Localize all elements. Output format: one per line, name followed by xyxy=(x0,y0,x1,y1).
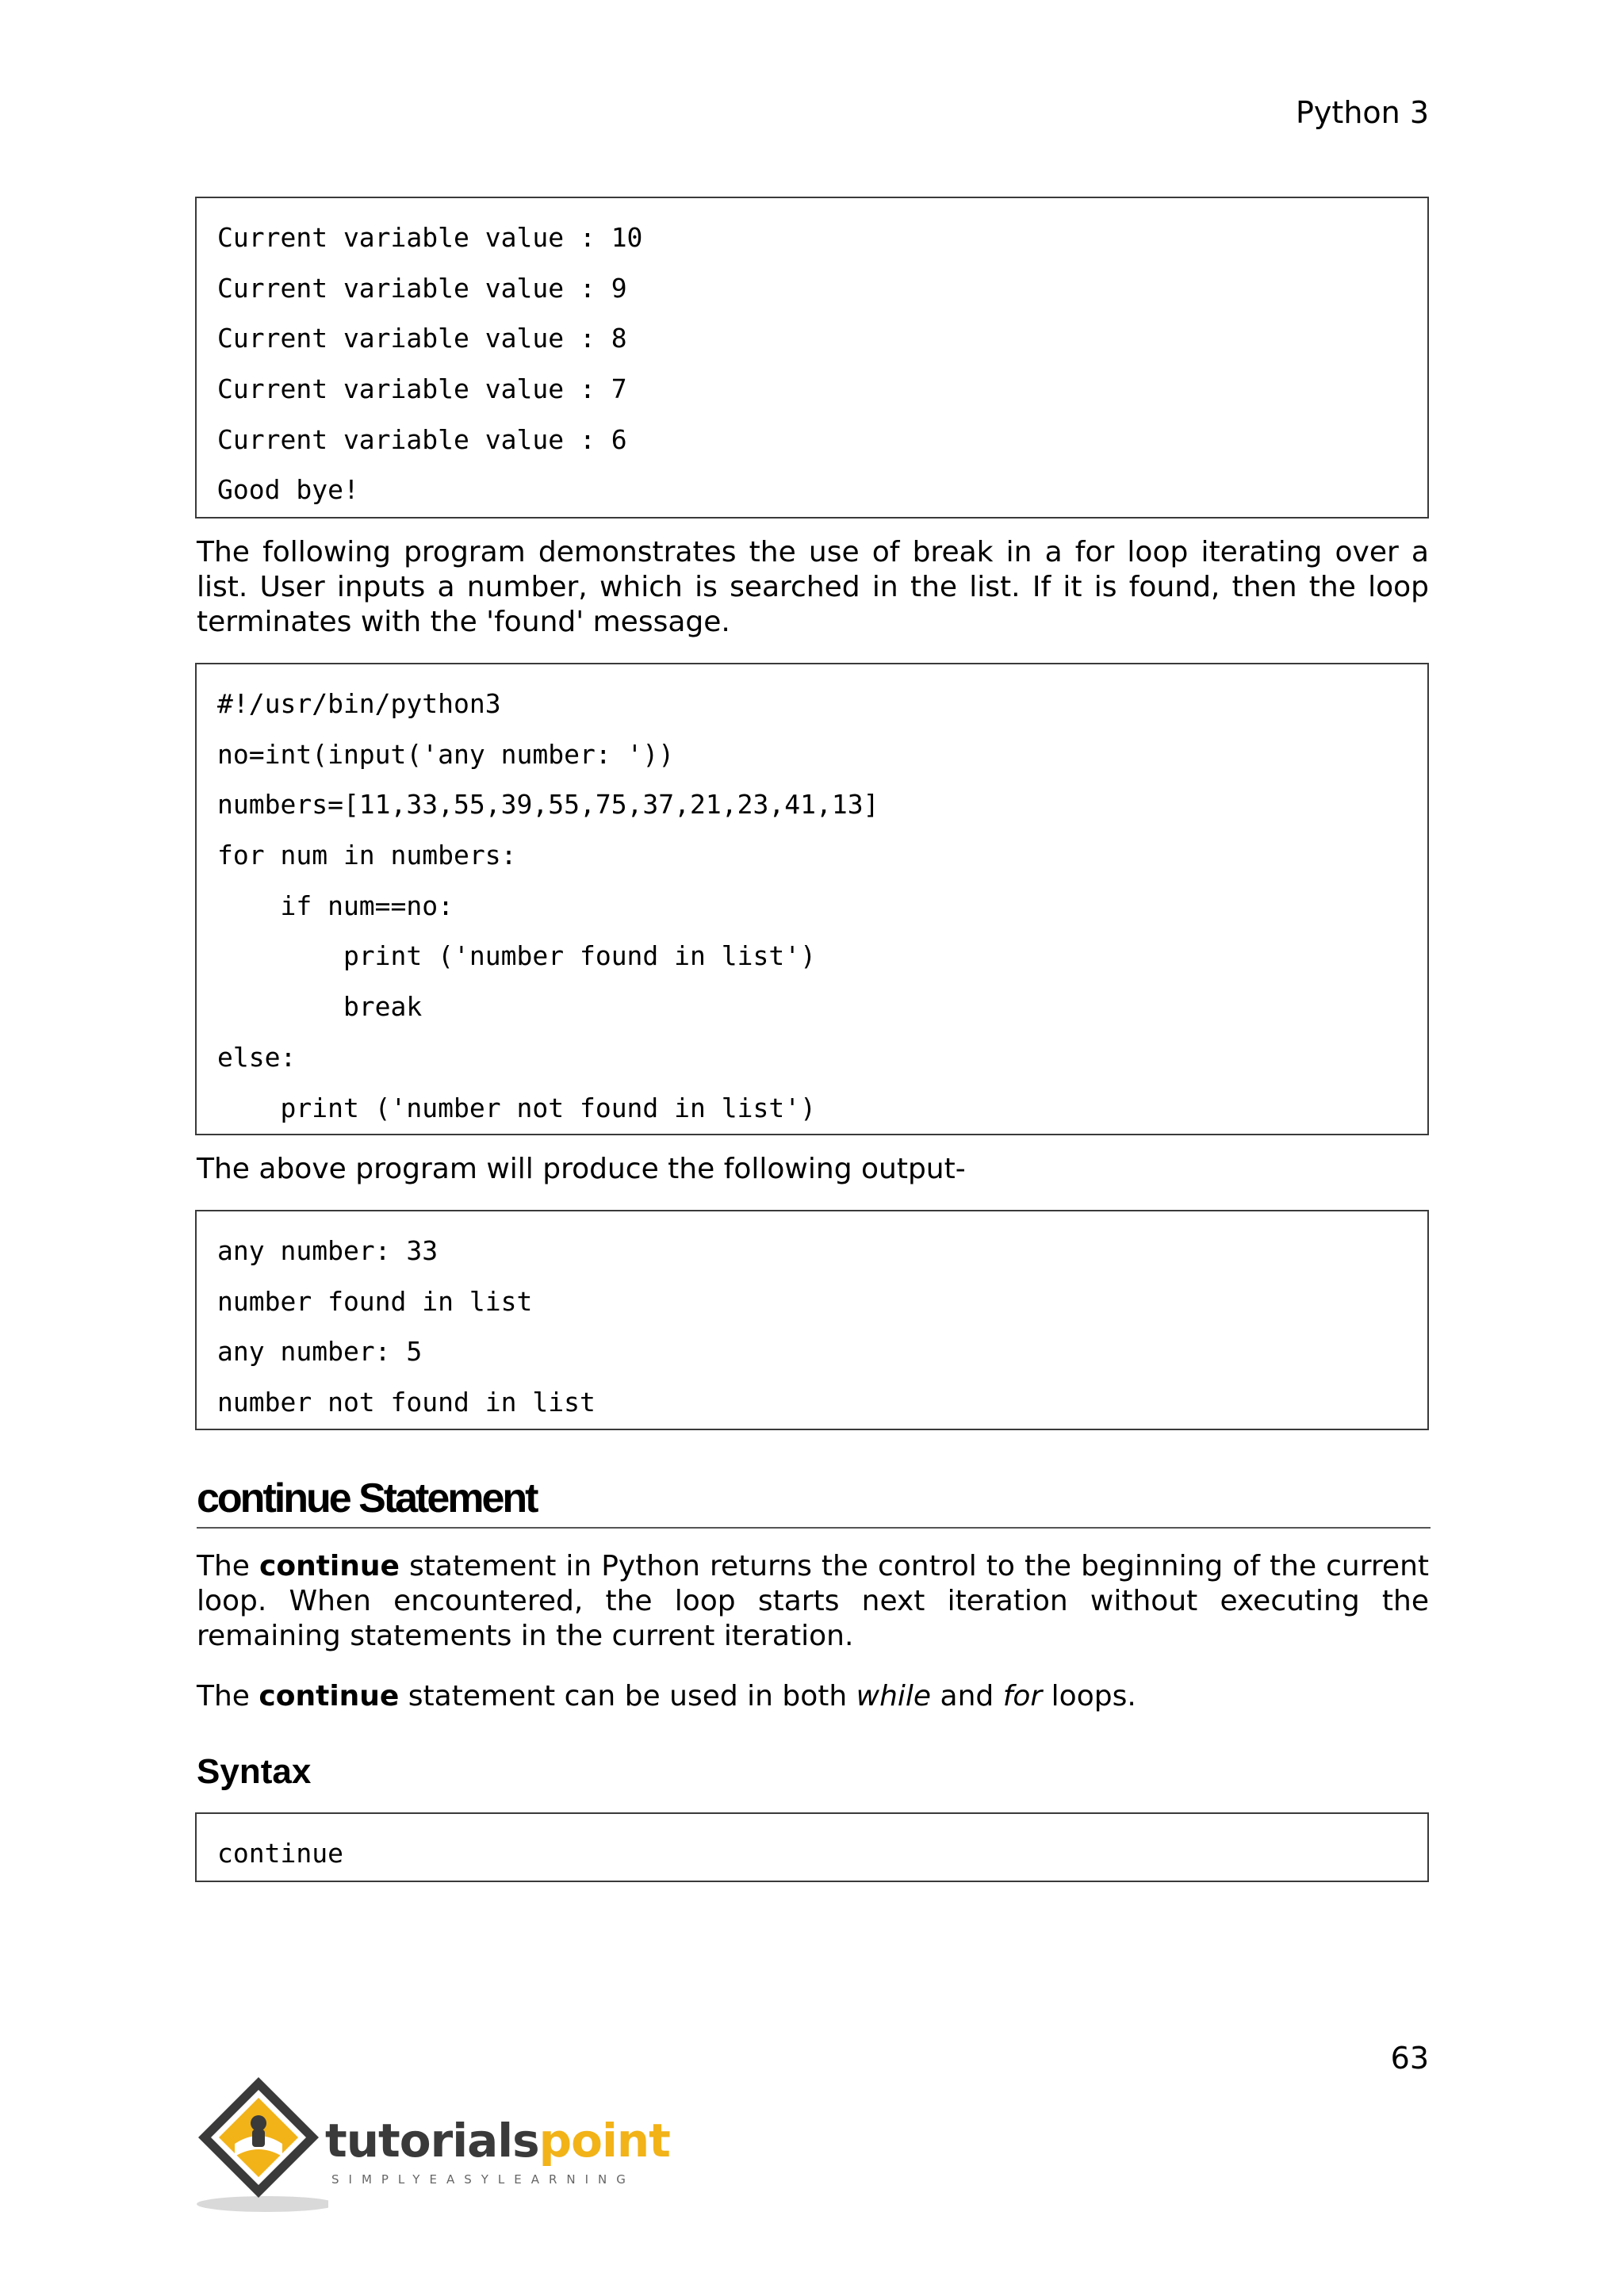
code-line: number found in list xyxy=(217,1285,533,1317)
running-header: Python 3 xyxy=(1296,95,1429,130)
code-line: continue xyxy=(217,1838,343,1869)
code-line: print ('number not found in list') xyxy=(217,1092,816,1123)
keyword-continue: continue xyxy=(259,1550,400,1582)
paragraph-continue-usage xyxy=(197,1679,1429,1714)
text-run: The xyxy=(197,1550,259,1582)
code-line: for num in numbers: xyxy=(217,840,517,871)
code-line: Current variable value : 9 xyxy=(217,272,627,304)
logo-word-point: point xyxy=(538,2114,670,2168)
output-block-countdown xyxy=(195,197,1429,519)
syntax-heading: Syntax xyxy=(197,1752,312,1791)
text-run: loops. xyxy=(1042,1680,1136,1712)
page-number: 63 xyxy=(1390,2041,1429,2076)
code-line: #!/usr/bin/python3 xyxy=(217,688,501,719)
code-line: print ('number found in list') xyxy=(217,940,816,972)
code-line: number not found in list xyxy=(217,1387,596,1418)
code-line: Good bye! xyxy=(217,474,359,506)
text-run: statement in Python returns the control to the beginning of the current loop. When encountered, the loop starts next iteration without executing the remaining statements in the current iteration. xyxy=(197,1550,1429,1652)
paragraph-continue-description xyxy=(197,1549,1429,1654)
logo-tagline: SIMPLYEASYLEARNING xyxy=(331,2172,635,2187)
code-line: Current variable value : 6 xyxy=(217,423,627,455)
keyword-for: for xyxy=(1002,1680,1043,1712)
tutorialspoint-logo xyxy=(193,2071,670,2214)
text-run: and xyxy=(931,1680,1003,1712)
logo-word-tutorials: tutorials xyxy=(325,2114,539,2168)
code-line: any number: 5 xyxy=(217,1336,423,1368)
code-line: no=int(input('any number: ')) xyxy=(217,738,675,770)
code-line: any number: 33 xyxy=(217,1235,439,1266)
section-heading: continue Statement xyxy=(197,1475,1431,1529)
paragraph-break-intro: The following program demonstrates the use of break in a for loop iterating over a list. User inputs a number, which is searched in the list. If it is found, then the loop terminates with the 'found' message. xyxy=(197,536,1429,638)
code-line: Current variable value : 8 xyxy=(217,323,627,354)
code-line: Current variable value : 7 xyxy=(217,373,627,405)
logo-diamond-icon xyxy=(193,2071,328,2214)
paragraph-output-intro: The above program will produce the following output- xyxy=(197,1153,966,1185)
code-line: else: xyxy=(217,1041,297,1073)
code-line: if num==no: xyxy=(217,890,454,921)
code-line: Current variable value : 10 xyxy=(217,222,643,253)
text-run: statement can be used in both xyxy=(399,1680,856,1712)
code-line: break xyxy=(217,991,423,1023)
syntax-code-block xyxy=(195,1812,1429,1882)
output-block-search xyxy=(195,1210,1429,1430)
keyword-continue: continue xyxy=(259,1680,400,1712)
keyword-while: while xyxy=(856,1680,932,1712)
code-block-search xyxy=(195,663,1429,1135)
code-line: numbers=[11,33,55,39,55,75,37,21,23,41,13] xyxy=(217,789,879,821)
text-run: The xyxy=(197,1680,259,1712)
logo-wordmark xyxy=(325,2114,670,2168)
